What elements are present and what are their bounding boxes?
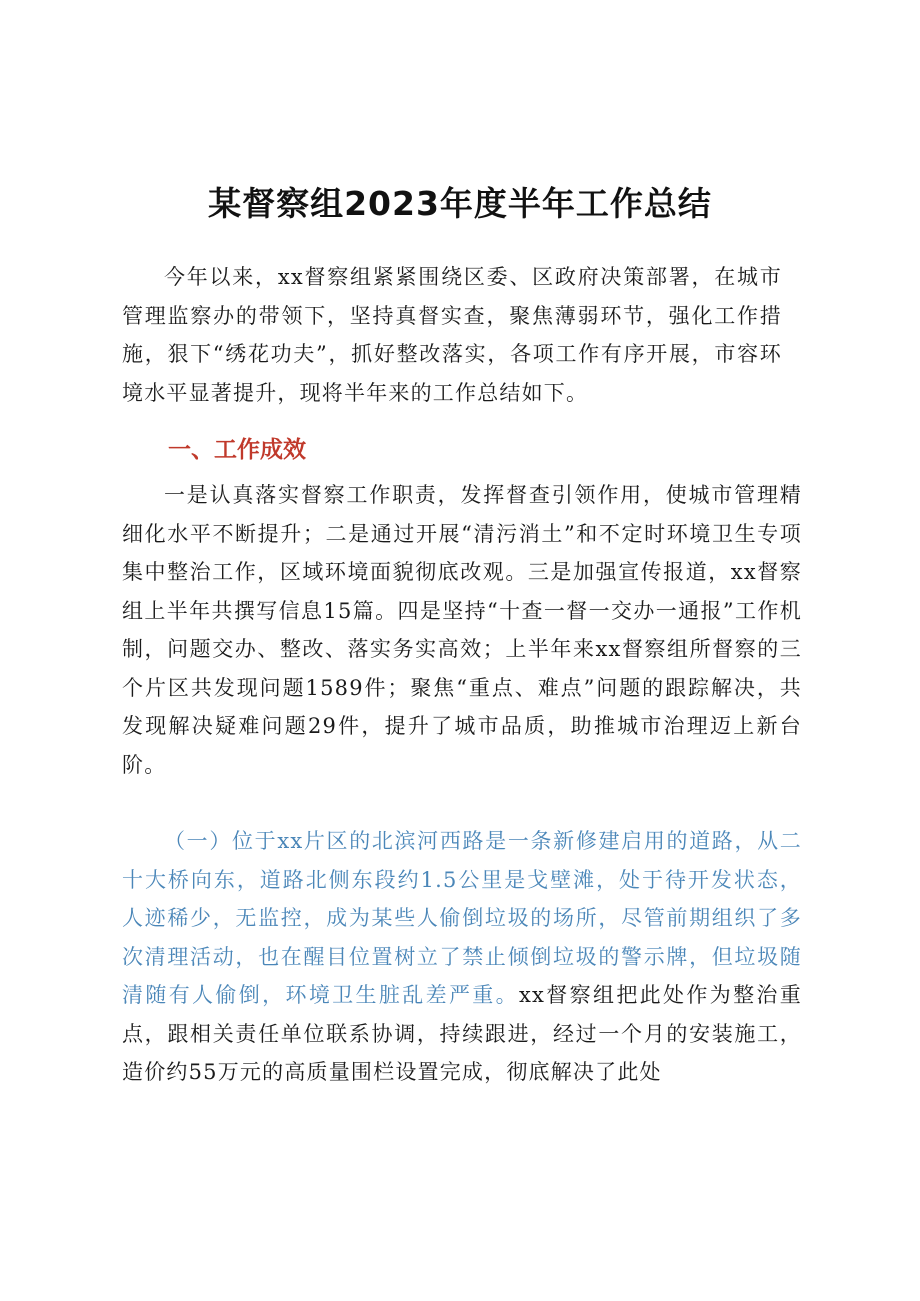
intro-paragraph: 今年以来，xx督察组紧紧围绕区委、区政府决策部署，在城市管理监察办的带领下，坚持真督实查，聚焦薄弱环节，强化工作措施，狠下“绣花功夫”，抓好整改落实，各项工作有序开展，市容环境水平显著提升，现将半年来的工作总结如下。 (122, 265, 782, 405)
achievements-paragraph: 一是认真落实督察工作职责，发挥督查引领作用，使城市管理精细化水平不断提升；二是通过开展“清污消土”和不定时环境卫生专项集中整治工作，区域环境面貌彻底改观。三是加强宣传报道，xx督察组上半年共撰写信息15篇。四是坚持“十查一督一交办一通报”工作机制，问题交办、整改、落实务实高效；上半年来xx督察组所督察的三个片区共发现问题1589件；聚焦“重点、难点”问题的跟踪解决，共发现解决疑难问题29件，提升了城市品质，助推城市治理迈上新台阶。 (122, 483, 802, 777)
case-highlight-text: （一）位于xx片区的北滨河西路是一条新修建启用的道路，从二十大桥向东，道路北侧东段约1.5公里是戈壁滩，处于待开发状态，人迹稀少，无监控，成为某些人偷倒垃圾的场所，尽管前期组织了多次清理活动，也在醒目位置树立了禁止倾倒垃圾的警示牌，但垃圾随清随有人偷倒，环境卫生脏乱差严重。 (122, 829, 802, 1007)
document-title: 某督察组2023年度半年工作总结 (208, 184, 712, 223)
section-heading: 一、工作成效 (168, 437, 306, 463)
case-paragraph (122, 822, 802, 1092)
case-rest-text: xx督察组把此处作为整治重点，跟相关责任单位联系协调，持续跟进，经过一个月的安装施工，造价约55万元的高质量围栏设置完成，彻底解决了此处 (122, 983, 802, 1084)
